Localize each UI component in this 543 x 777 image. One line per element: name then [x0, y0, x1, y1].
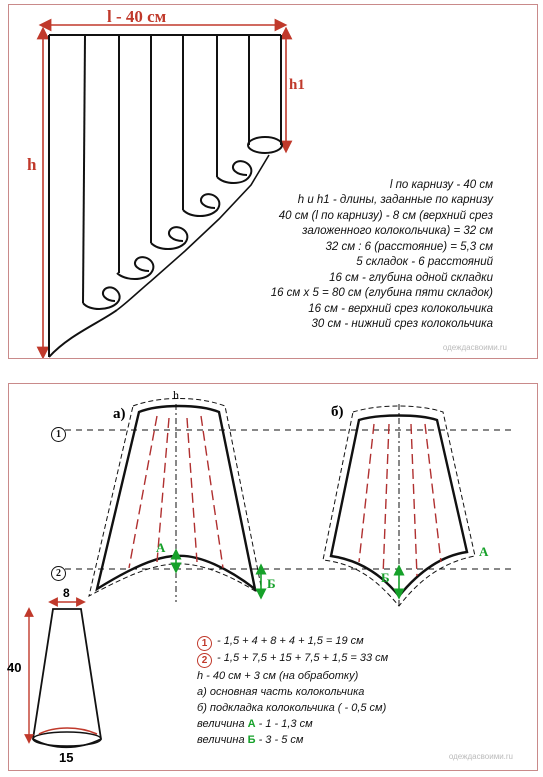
bell-pattern-panel [8, 383, 538, 771]
note-line: заложенного колокольчика) = 32 см [302, 225, 493, 237]
formula-2-text: - 1,5 + 7,5 + 15 + 7,5 + 1,5 = 33 см [214, 652, 389, 664]
note-line: 16 см х 5 = 80 см (глубина пяти складок) [270, 287, 493, 299]
height-label: h [27, 155, 37, 174]
formula-1-text: - 1,5 + 4 + 8 + 4 + 1,5 = 19 см [214, 635, 364, 647]
formula-7-suffix: - 3 - 5 см [255, 734, 304, 746]
mark-A-pattern-b: А [479, 544, 489, 559]
reference-2-label [51, 561, 68, 581]
bell-top-value: 8 [63, 586, 70, 600]
formula-1-number: 1 [197, 636, 212, 651]
reference-1-label [51, 422, 68, 442]
watermark: одеждасвоими.ru [442, 343, 507, 352]
mark-B-pattern-b: Б [381, 570, 390, 585]
formula-6-mark: А [247, 718, 256, 730]
formula-line-1 [197, 635, 364, 651]
bell-shape [33, 609, 101, 747]
bell-height-value: 40 [7, 660, 22, 675]
formula-7-prefix: величина [197, 734, 248, 746]
note-line: h и h1 - длины, заданные по карнизу [297, 194, 493, 206]
mark-B-pattern-a: Б [267, 576, 276, 591]
reference-1-number: 1 [51, 427, 66, 442]
formula-7-mark: Б [247, 734, 256, 746]
note-line: 30 см - нижний срез колокольчика [311, 318, 493, 330]
note-line: 32 см : 6 (расстояние) = 5,3 см [325, 241, 493, 253]
formula-line-4: а) основная часть колокольчика [197, 686, 365, 698]
formula-6-prefix: величина [197, 718, 248, 730]
axis-h-mark: h [173, 388, 179, 402]
formula-line-3: h - 40 см + 3 см (на обработку) [197, 670, 359, 682]
note-line: 40 см (l по карнизу) - 8 см (верхний срез [278, 210, 493, 222]
note-line: 16 см - глубина одной складки [329, 272, 493, 284]
reference-2-number: 2 [51, 566, 66, 581]
h1-label: h1 [289, 77, 305, 93]
mark-A-pattern-a: А [156, 540, 166, 555]
pattern-b-label: б) [331, 404, 344, 420]
formula-line-2 [197, 652, 388, 668]
formula-line-7 [197, 734, 303, 747]
watermark: одеждасвоими.ru [448, 752, 513, 761]
bell-bottom-value: 15 [59, 750, 74, 765]
curtain-panel [8, 4, 538, 359]
formula-6-suffix: - 1 - 1,3 см [255, 718, 313, 730]
formula-2-number: 2 [197, 653, 212, 668]
width-dimension-label: l - 40 см [107, 7, 167, 26]
formula-line-6 [197, 718, 313, 731]
note-line: l по карнизу - 40 см [389, 179, 493, 191]
note-line: 5 складок - 6 расстояний [356, 256, 493, 268]
formula-line-5: б) подкладка колокольчика ( - 0,5 см) [197, 702, 387, 714]
curtain-shape [49, 35, 282, 357]
pattern-a-label: а) [113, 406, 126, 422]
note-line: 16 см - верхний срез колокольчика [308, 303, 493, 315]
